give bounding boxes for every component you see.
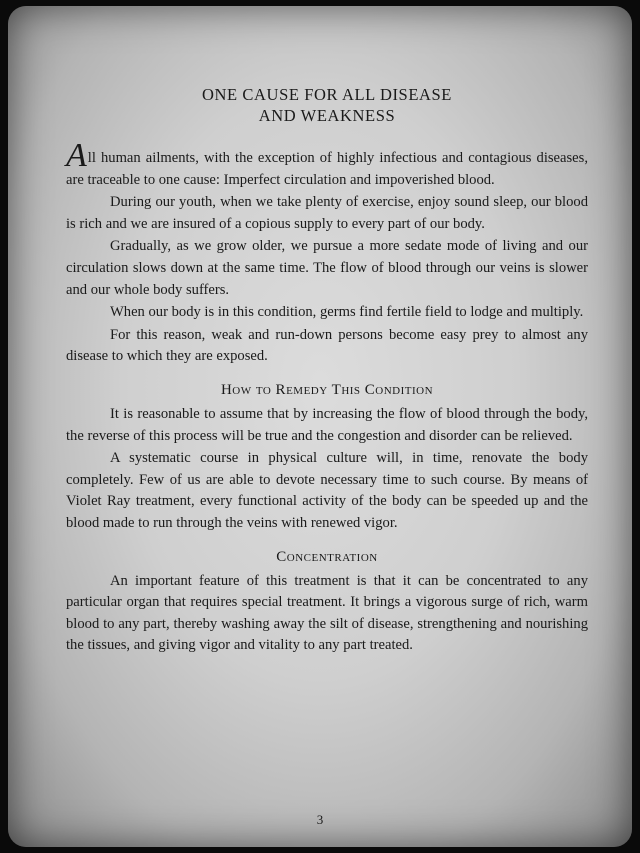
intro-paragraph-2: During our youth, when we take plenty of exercise, enjoy sound sleep, our blood is rich and we are insured of a copious supply to every part of our body.	[66, 194, 588, 232]
section-heading-concentration: Concentration	[276, 548, 378, 565]
page-number: 3	[316, 812, 324, 827]
page-content	[66, 84, 588, 657]
drop-cap: A	[66, 137, 87, 174]
intro-paragraph-3: Gradually, as we grow older, we pursue a more sedate mode of living and our circulation slows down at the same time. The flow of blood through our veins is slower and our whole body suffers.	[66, 238, 588, 298]
intro-paragraph-1	[66, 137, 588, 191]
intro-paragraph-5: For this reason, weak and run-down persons become easy prey to almost any disease to which they are exposed.	[66, 326, 588, 365]
intro-paragraph-1-text: ll human ailments, with the exception of highly infectious and contagious diseases, are traceable to one cause: Imperfect circulation and impoverished blood.	[66, 150, 588, 188]
remedy-paragraph-1: It is reasonable to assume that by increasing the flow of blood through the body, the reverse of this process will be true and the congestion and disorder can be relieved.	[66, 405, 588, 444]
concentration-paragraph-1: An important feature of this treatment is that it can be concentrated to any particular organ that requires special treatment. It brings a vigorous surge of rich, warm blood to any part, thereby washing away the silt of disease, strengthening and nourishing the tissues, and giving vigor and vitality to any part treated.	[66, 572, 588, 654]
title-line-2: AND WEAKNESS	[258, 106, 396, 125]
title-line-1: ONE CAUSE FOR ALL DISEASE	[202, 85, 452, 104]
section-heading-remedy: How to Remedy This Condition	[220, 381, 434, 398]
remedy-paragraph-2: A systematic course in physical culture will, in time, renovate the body completely. Few of us are able to devote necessary time to such course. By means of Violet Ray treatment, every functional activity of the body can be speeded up and the blood made to run through the veins with renewed vigor.	[66, 450, 588, 531]
document-page	[8, 6, 632, 847]
intro-paragraph-4: When our body is in this condition, germs find fertile field to lodge and multiply.	[110, 304, 584, 321]
page-title	[66, 84, 588, 126]
